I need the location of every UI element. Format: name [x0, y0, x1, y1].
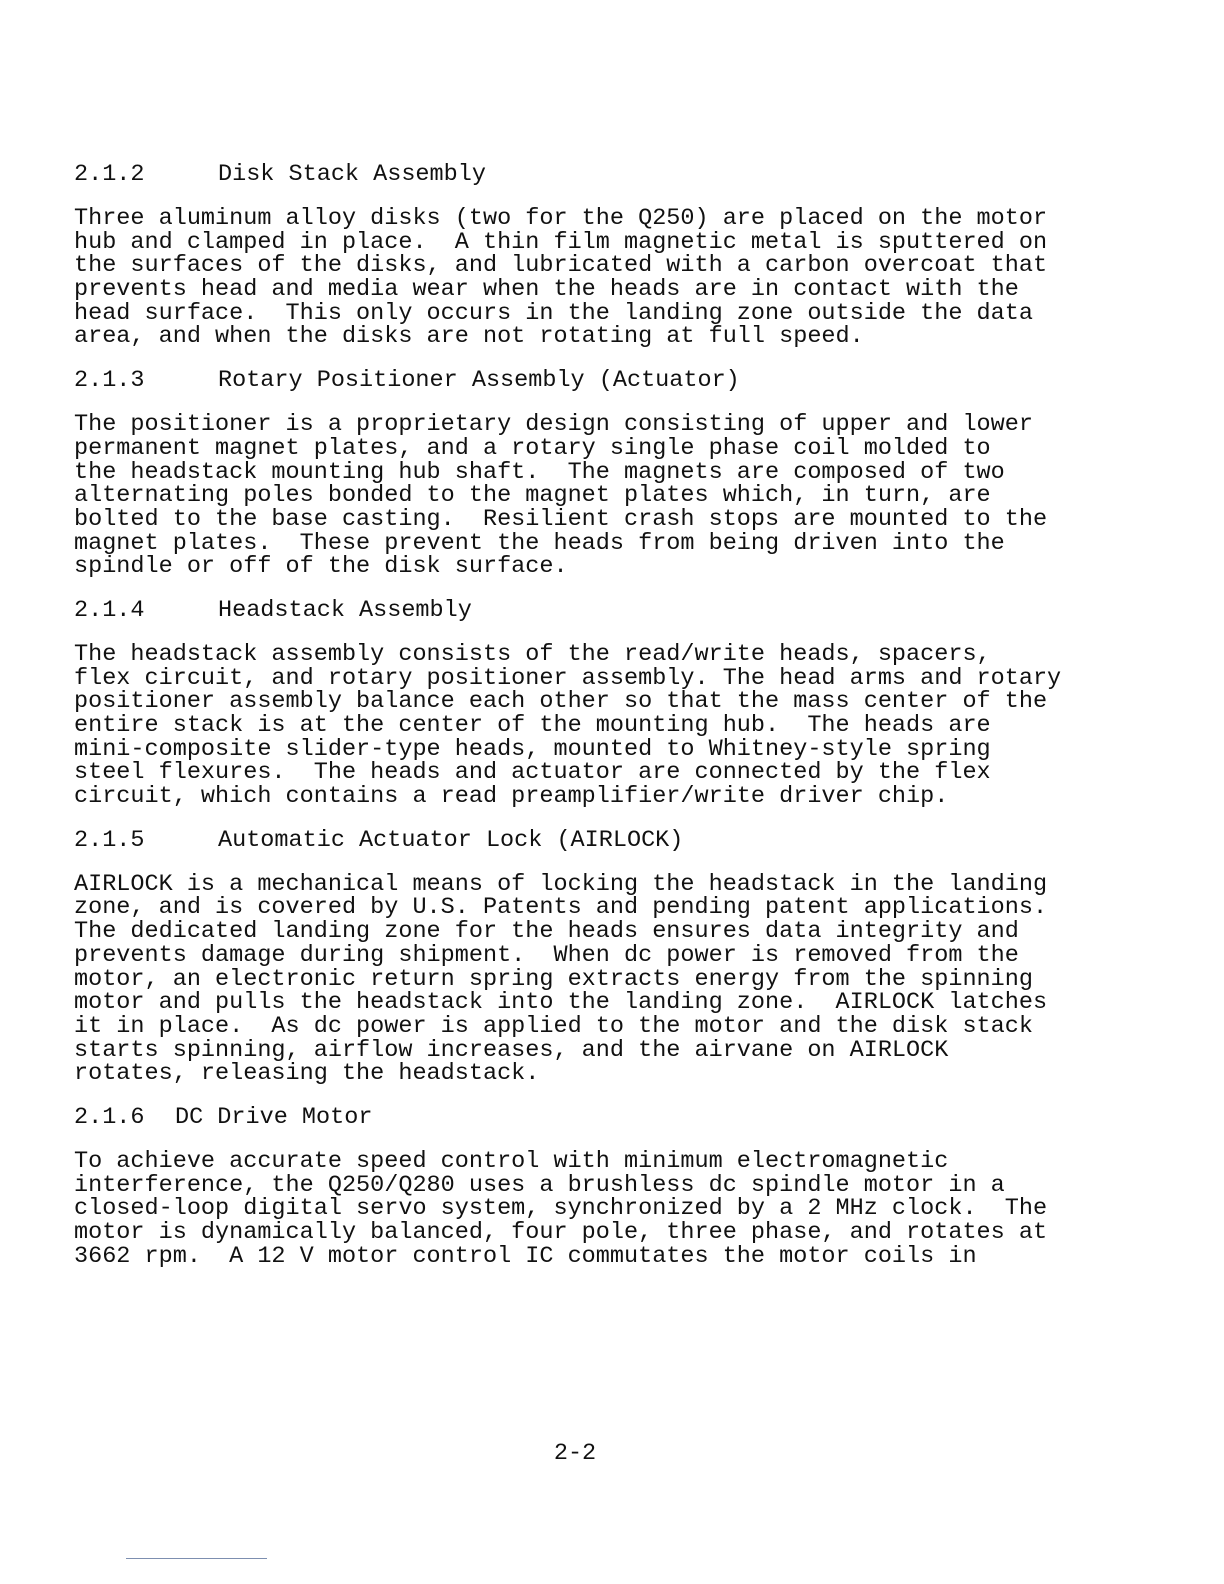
- paragraph-line: circuit, which contains a read preamplifier/write driver chip.: [74, 783, 949, 811]
- section-title: Disk Stack Assembly: [218, 161, 486, 188]
- paragraph-line: To achieve accurate speed control with minimum electromagnetic: [74, 1147, 949, 1175]
- section-rotary-positioner-assembly: [74, 366, 1184, 579]
- section-title: Automatic Actuator Lock (AIRLOCK): [218, 826, 684, 854]
- paragraph-line: motor and pulls the headstack into the landing zone. AIRLOCK latches: [74, 989, 1048, 1017]
- paragraph-line: hub and clamped in place. A thin film magnetic metal is sputtered on: [74, 228, 1048, 256]
- section-number: 2.1.4: [74, 596, 145, 624]
- paragraph-line: positioner assembly balance each other so that the mass center of the: [74, 688, 1048, 716]
- section-title: DC Drive Motor: [175, 1103, 373, 1131]
- section-paragraph: [74, 640, 1184, 811]
- paragraph-line: starts spinning, airflow increases, and the airvane on AIRLOCK: [74, 1036, 949, 1064]
- paragraph-line: interference, the Q250/Q280 uses a brushless dc spindle motor in a: [74, 1171, 1005, 1199]
- footnote-rule: [126, 1558, 267, 1559]
- section-paragraph: [74, 1147, 1184, 1270]
- section-number: 2.1.2: [74, 161, 145, 188]
- paragraph-line: The headstack assembly consists of the read/write heads, spacers,: [74, 640, 991, 668]
- paragraph-line: 3662 rpm. A 12 V motor control IC commutates the motor coils in: [74, 1242, 977, 1270]
- section-number: 2.1.3: [74, 367, 145, 395]
- paragraph-line: closed-loop digital servo system, synchronized by a 2 MHz clock. The: [74, 1195, 1048, 1223]
- paragraph-line: motor is dynamically balanced, four pole, three phase, and rotates at: [74, 1219, 1048, 1246]
- section-disk-stack-assembly: [74, 160, 1184, 349]
- section-heading: [74, 366, 1184, 396]
- paragraph-line: bolted to the base casting. Resilient crash stops are mounted to the: [74, 505, 1048, 533]
- page-body: [74, 160, 1184, 1285]
- paragraph-line: prevents damage during shipment. When dc power is removed from the: [74, 941, 1019, 969]
- section-title: Headstack Assembly: [218, 596, 472, 624]
- section-headstack-assembly: [74, 596, 1184, 809]
- paragraph-line: the headstack mounting hub shaft. The magnets are composed of two: [74, 458, 1005, 486]
- paragraph-line: the surfaces of the disks, and lubricated with a carbon overcoat that: [74, 252, 1048, 280]
- section-heading: [74, 160, 1184, 190]
- paragraph-line: rotates, releasing the headstack.: [74, 1060, 540, 1088]
- page-number: 2-2: [553, 1440, 597, 1467]
- section-title: Rotary Positioner Assembly (Actuator): [218, 367, 740, 395]
- paragraph-line: entire stack is at the center of the mounting hub. The heads are: [74, 712, 991, 739]
- paragraph-line: steel flexures. The heads and actuator are connected by the flex: [74, 759, 991, 787]
- section-number: 2.1.6: [74, 1103, 145, 1131]
- paragraph-line: it in place. As dc power is applied to the motor and the disk stack: [74, 1012, 1033, 1040]
- section-heading: [74, 1103, 1184, 1133]
- section-automatic-actuator-lock: [74, 826, 1184, 1086]
- section-paragraph: [74, 413, 1184, 579]
- paragraph-line: prevents head and media wear when the heads are in contact with the: [74, 276, 1019, 304]
- section-heading: [74, 596, 1184, 626]
- paragraph-line: Three aluminum alloy disks (two for the Q250) are placed on the motor: [74, 205, 1048, 232]
- paragraph-line: mini-composite slider-type heads, mounted to Whitney-style spring: [74, 735, 991, 763]
- section-number: 2.1.5: [74, 826, 145, 854]
- paragraph-line: motor, an electronic return spring extracts energy from the spinning: [74, 965, 1033, 993]
- paragraph-line: permanent magnet plates, and a rotary single phase coil molded to: [74, 434, 991, 462]
- section-paragraph: [74, 207, 1184, 349]
- paragraph-line: alternating poles bonded to the magnet plates which, in turn, are: [74, 482, 991, 510]
- paragraph-line: flex circuit, and rotary positioner assembly. The head arms and rotary: [74, 664, 1062, 692]
- paragraph-line: head surface. This only occurs in the landing zone outside the data: [74, 299, 1033, 327]
- paragraph-line: zone, and is covered by U.S. Patents and pending patent applications.: [74, 894, 1048, 922]
- paragraph-line: area, and when the disks are not rotating at full speed.: [74, 323, 864, 351]
- paragraph-line: magnet plates. These prevent the heads from being driven into the: [74, 529, 1005, 557]
- paragraph-line: spindle or off of the disk surface.: [74, 553, 568, 581]
- section-heading: [74, 826, 1184, 856]
- section-dc-drive-motor: [74, 1103, 1184, 1268]
- paragraph-line: The dedicated landing zone for the heads ensures data integrity and: [74, 918, 1019, 946]
- paragraph-line: The positioner is a proprietary design consisting of upper and lower: [74, 411, 1033, 439]
- section-paragraph: [74, 870, 1184, 1088]
- paragraph-line: AIRLOCK is a mechanical means of locking the headstack in the landing: [74, 870, 1048, 898]
